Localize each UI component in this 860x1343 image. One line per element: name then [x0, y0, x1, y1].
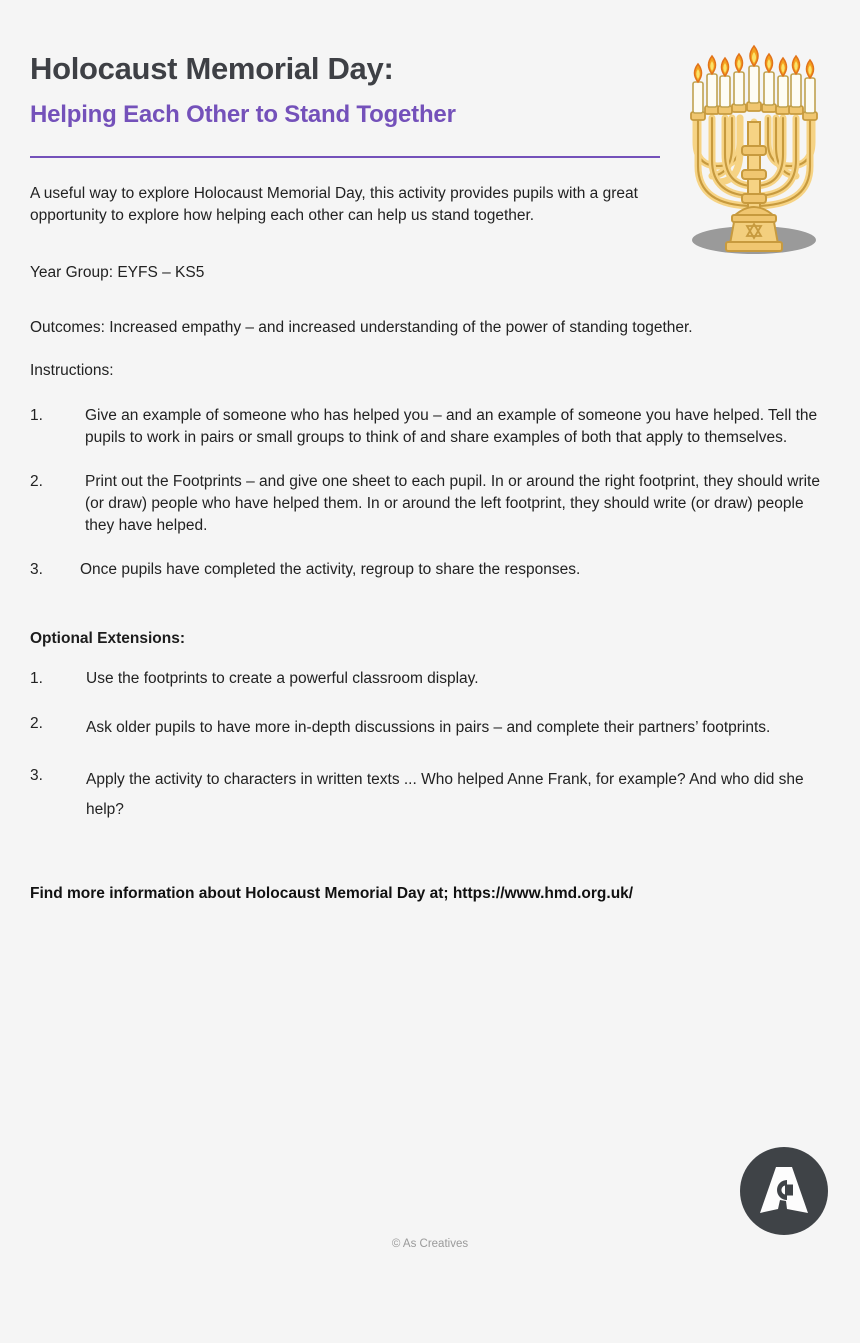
list-item	[30, 405, 830, 449]
list-item-number: 3.	[30, 767, 43, 785]
list-item-text: Print out the Footprints – and give one sheet to each pupil. In or around the right footprint, they should write (or draw) people who have helped them. In or around the left footprint, they should write (or draw) people they have helped.	[85, 473, 820, 534]
list-item	[30, 765, 830, 824]
copyright-notice: © As Creatives	[391, 1238, 469, 1250]
extensions-list	[30, 668, 830, 824]
list-item-text: Use the footprints to create a powerful classroom display.	[86, 670, 479, 687]
outcomes-line: Outcomes: Increased empathy – and increased understanding of the power of standing together.	[30, 319, 693, 336]
header	[30, 52, 670, 128]
list-item	[30, 713, 830, 742]
list-item	[30, 668, 830, 690]
menorah-illustration	[668, 34, 840, 266]
instructions-list	[30, 405, 830, 581]
list-item	[30, 471, 830, 537]
list-item-number: 2.	[30, 473, 43, 490]
find-more-prefix: Find more information about Holocaust Memorial Day at; https://	[30, 885, 505, 902]
list-item-number: 1.	[30, 670, 43, 687]
list-item-number: 1.	[30, 407, 43, 424]
intro-paragraph: A useful way to explore Holocaust Memorial Day, this activity provides pupils with a great opportunity to explore how helping each other can help us stand together.	[30, 185, 638, 225]
list-item-text: Ask older pupils to have more in-depth discussions in pairs – and complete their partners’ footprints.	[86, 719, 771, 736]
page-title: Holocaust Memorial Day:	[30, 51, 394, 86]
list-item-number: 2.	[30, 715, 43, 732]
as-creatives-logo	[740, 1147, 828, 1235]
list-item-text: Once pupils have completed the activity, regroup to share the responses.	[80, 561, 581, 578]
list-item-number: 3.	[30, 561, 43, 578]
list-item-text: Apply the activity to characters in written texts ... Who helped Anne Frank, for example? And who did she help?	[86, 771, 804, 818]
year-group-line: Year Group: EYFS – KS5	[30, 264, 205, 281]
page-subtitle: Helping Each Other to Stand Together	[30, 101, 456, 129]
header-divider	[30, 156, 660, 158]
list-item	[30, 559, 830, 581]
instructions-heading: Instructions:	[30, 362, 114, 379]
extensions-heading: Optional Extensions:	[30, 630, 186, 647]
list-item-text: Give an example of someone who has helped you – and an example of someone you have helped. Tell the pupils to work in pairs or small groups to think of and share examples of both that apply to themselves.	[85, 407, 818, 446]
hmd-website-link[interactable]: www.hmd.org.uk/	[504, 885, 634, 902]
find-more-line	[30, 885, 633, 903]
